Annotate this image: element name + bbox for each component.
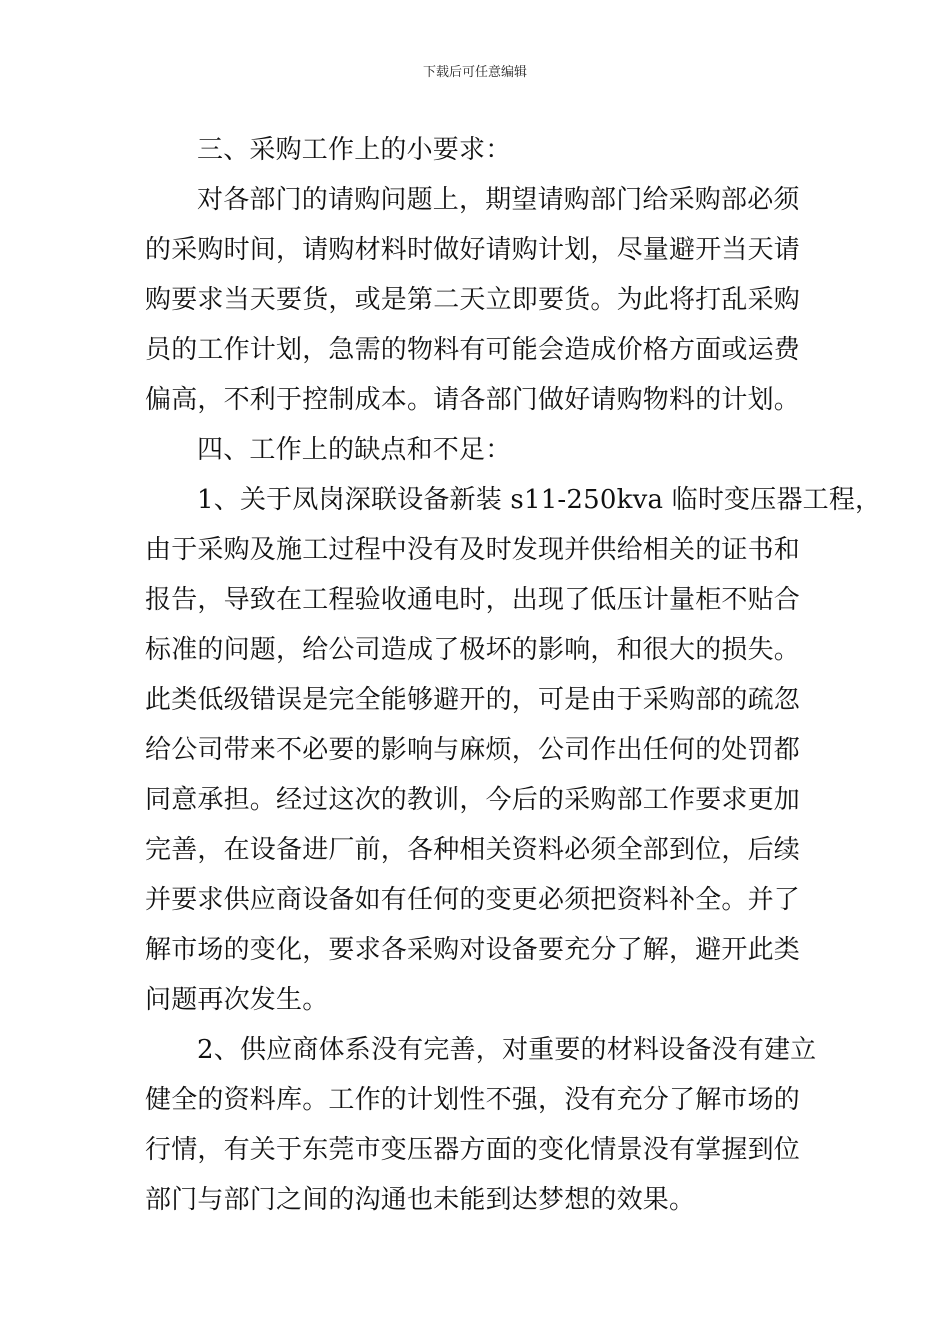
text-line: 问题再次发生。 [145, 985, 329, 1015]
text-line: 偏高，不利于控制成本。请各部门做好请购物料的计划。 [145, 385, 801, 415]
text-line: 三、采购工作上的小要求： [197, 135, 512, 165]
text-line: 对各部门的请购问题上，期望请购部门给采购部必须 [197, 185, 800, 215]
text-line: 给公司带来不必要的影响与麻烦，公司作出任何的处罚都 [145, 735, 801, 765]
text-line: 2、供应商体系没有完善，对重要的材料设备没有建立 [197, 1035, 817, 1065]
text-line: 员的工作计划，急需的物料有可能会造成价格方面或运费 [145, 335, 801, 365]
paragraph-section-four-heading [145, 425, 810, 475]
text-line: 健全的资料库。工作的计划性不强，没有充分了解市场的 [145, 1085, 801, 1115]
text-line: 同意承担。经过这次的教训，今后的采购部工作要求更加 [145, 785, 801, 815]
paragraph-shortcoming-one [145, 475, 882, 1025]
text-line: 由于采购及施工过程中没有及时发现并供给相关的证书和 [145, 535, 801, 565]
text-line: 并要求供应商设备如有任何的变更必须把资料补全。并了 [145, 885, 801, 915]
paragraph-shortcoming-two [145, 1025, 817, 1225]
text-line: 行情，有关于东莞市变压器方面的变化情景没有掌握到位 [145, 1135, 801, 1165]
text-line: 此类低级错误是完全能够避开的，可是由于采购部的疏忽 [145, 685, 801, 715]
text-line: 解市场的变化，要求各采购对设备要充分了解，避开此类 [145, 935, 801, 965]
text-line: 购要求当天要货，或是第二天立即要货。为此将打乱采购 [145, 285, 801, 315]
document-body [145, 125, 882, 1225]
text-line: 报告，导致在工程验收通电时，出现了低压计量柜不贴合 [145, 585, 801, 615]
text-line: 1、关于凤岗深联设备新装 s11-250kva 临时变压器工程， [197, 485, 882, 515]
header-note: 下载后可任意编辑 [422, 65, 527, 80]
text-line: 四、工作上的缺点和不足： [197, 435, 512, 465]
text-line: 完善，在设备进厂前，各种相关资料必须全部到位，后续 [145, 835, 801, 865]
text-line: 部门与部门之间的沟通也未能到达梦想的效果。 [145, 1185, 696, 1215]
paragraph-section-three-heading [145, 125, 810, 175]
text-line: 标准的问题，给公司造成了极坏的影响，和很大的损失。 [145, 635, 801, 665]
paragraph-purchase-requests [145, 175, 810, 425]
text-line: 的采购时间，请购材料时做好请购计划，尽量避开当天请 [145, 235, 801, 265]
